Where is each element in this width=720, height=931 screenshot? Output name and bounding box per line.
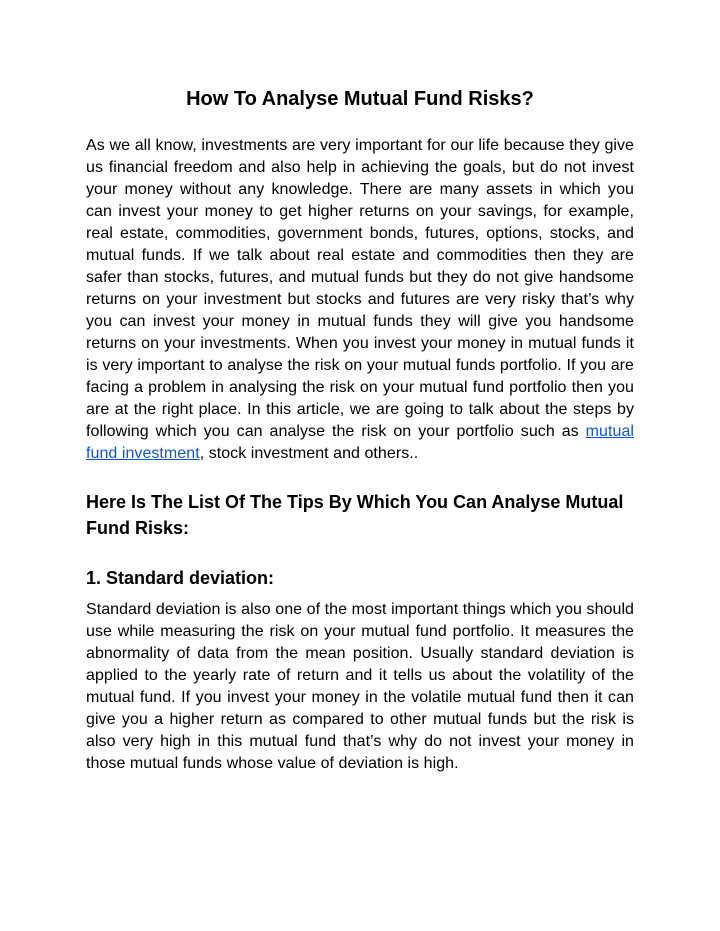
mutual-fund-investment-link[interactable]: mutual fund investment — [86, 423, 634, 462]
section-body-standard-deviation: Standard deviation is also one of the most important things which you should use while measuring the risk on your mutual fund portfolio. It measures the abnormality of data from the mean position. Usually standard deviation is applied to the yearly rate of return and it tells us about the volatility of the mutual fund. If you invest your money in the volatile mutual fund then it can give you a higher return as compared to other mutual funds but the risk is also very high in this mutual fund that’s why do not invest your money in those mutual funds whose value of deviation is high. — [86, 601, 634, 772]
page-title: How To Analyse Mutual Fund Risks? — [186, 88, 534, 110]
intro-text: As we all know, investments are very important for our life because they give us financial freedom and also help in achieving the goals, but do not invest your money without any knowledge. There are many assets in which you can invest your money to get higher returns on your savings, for example, real estate, commodities, government bonds, futures, options, stocks, and mutual funds. If we talk about real estate and commodities then they are safer than stocks, futures, and mutual funds but they do not give handsome returns on your investment but stocks and futures are very risky that’s why you can invest your money in mutual funds they will give you handsome returns on your investments. When you invest your money in mutual funds it is very important to analyse the risk on your mutual funds portfolio. If you are facing a problem in analysing the risk on your mutual fund portfolio then you are at the right place. In this article, we are going to talk about the steps by following which you can analyse the risk on your portfolio such as — [86, 137, 634, 440]
section-heading-standard-deviation: 1. Standard deviation: — [86, 568, 275, 588]
intro-text-end: , stock investment and others.. — [199, 445, 419, 462]
list-heading: Here Is The List Of The Tips By Which You Can Analyse Mutual Fund Risks: — [86, 492, 624, 538]
intro-paragraph — [86, 135, 634, 465]
